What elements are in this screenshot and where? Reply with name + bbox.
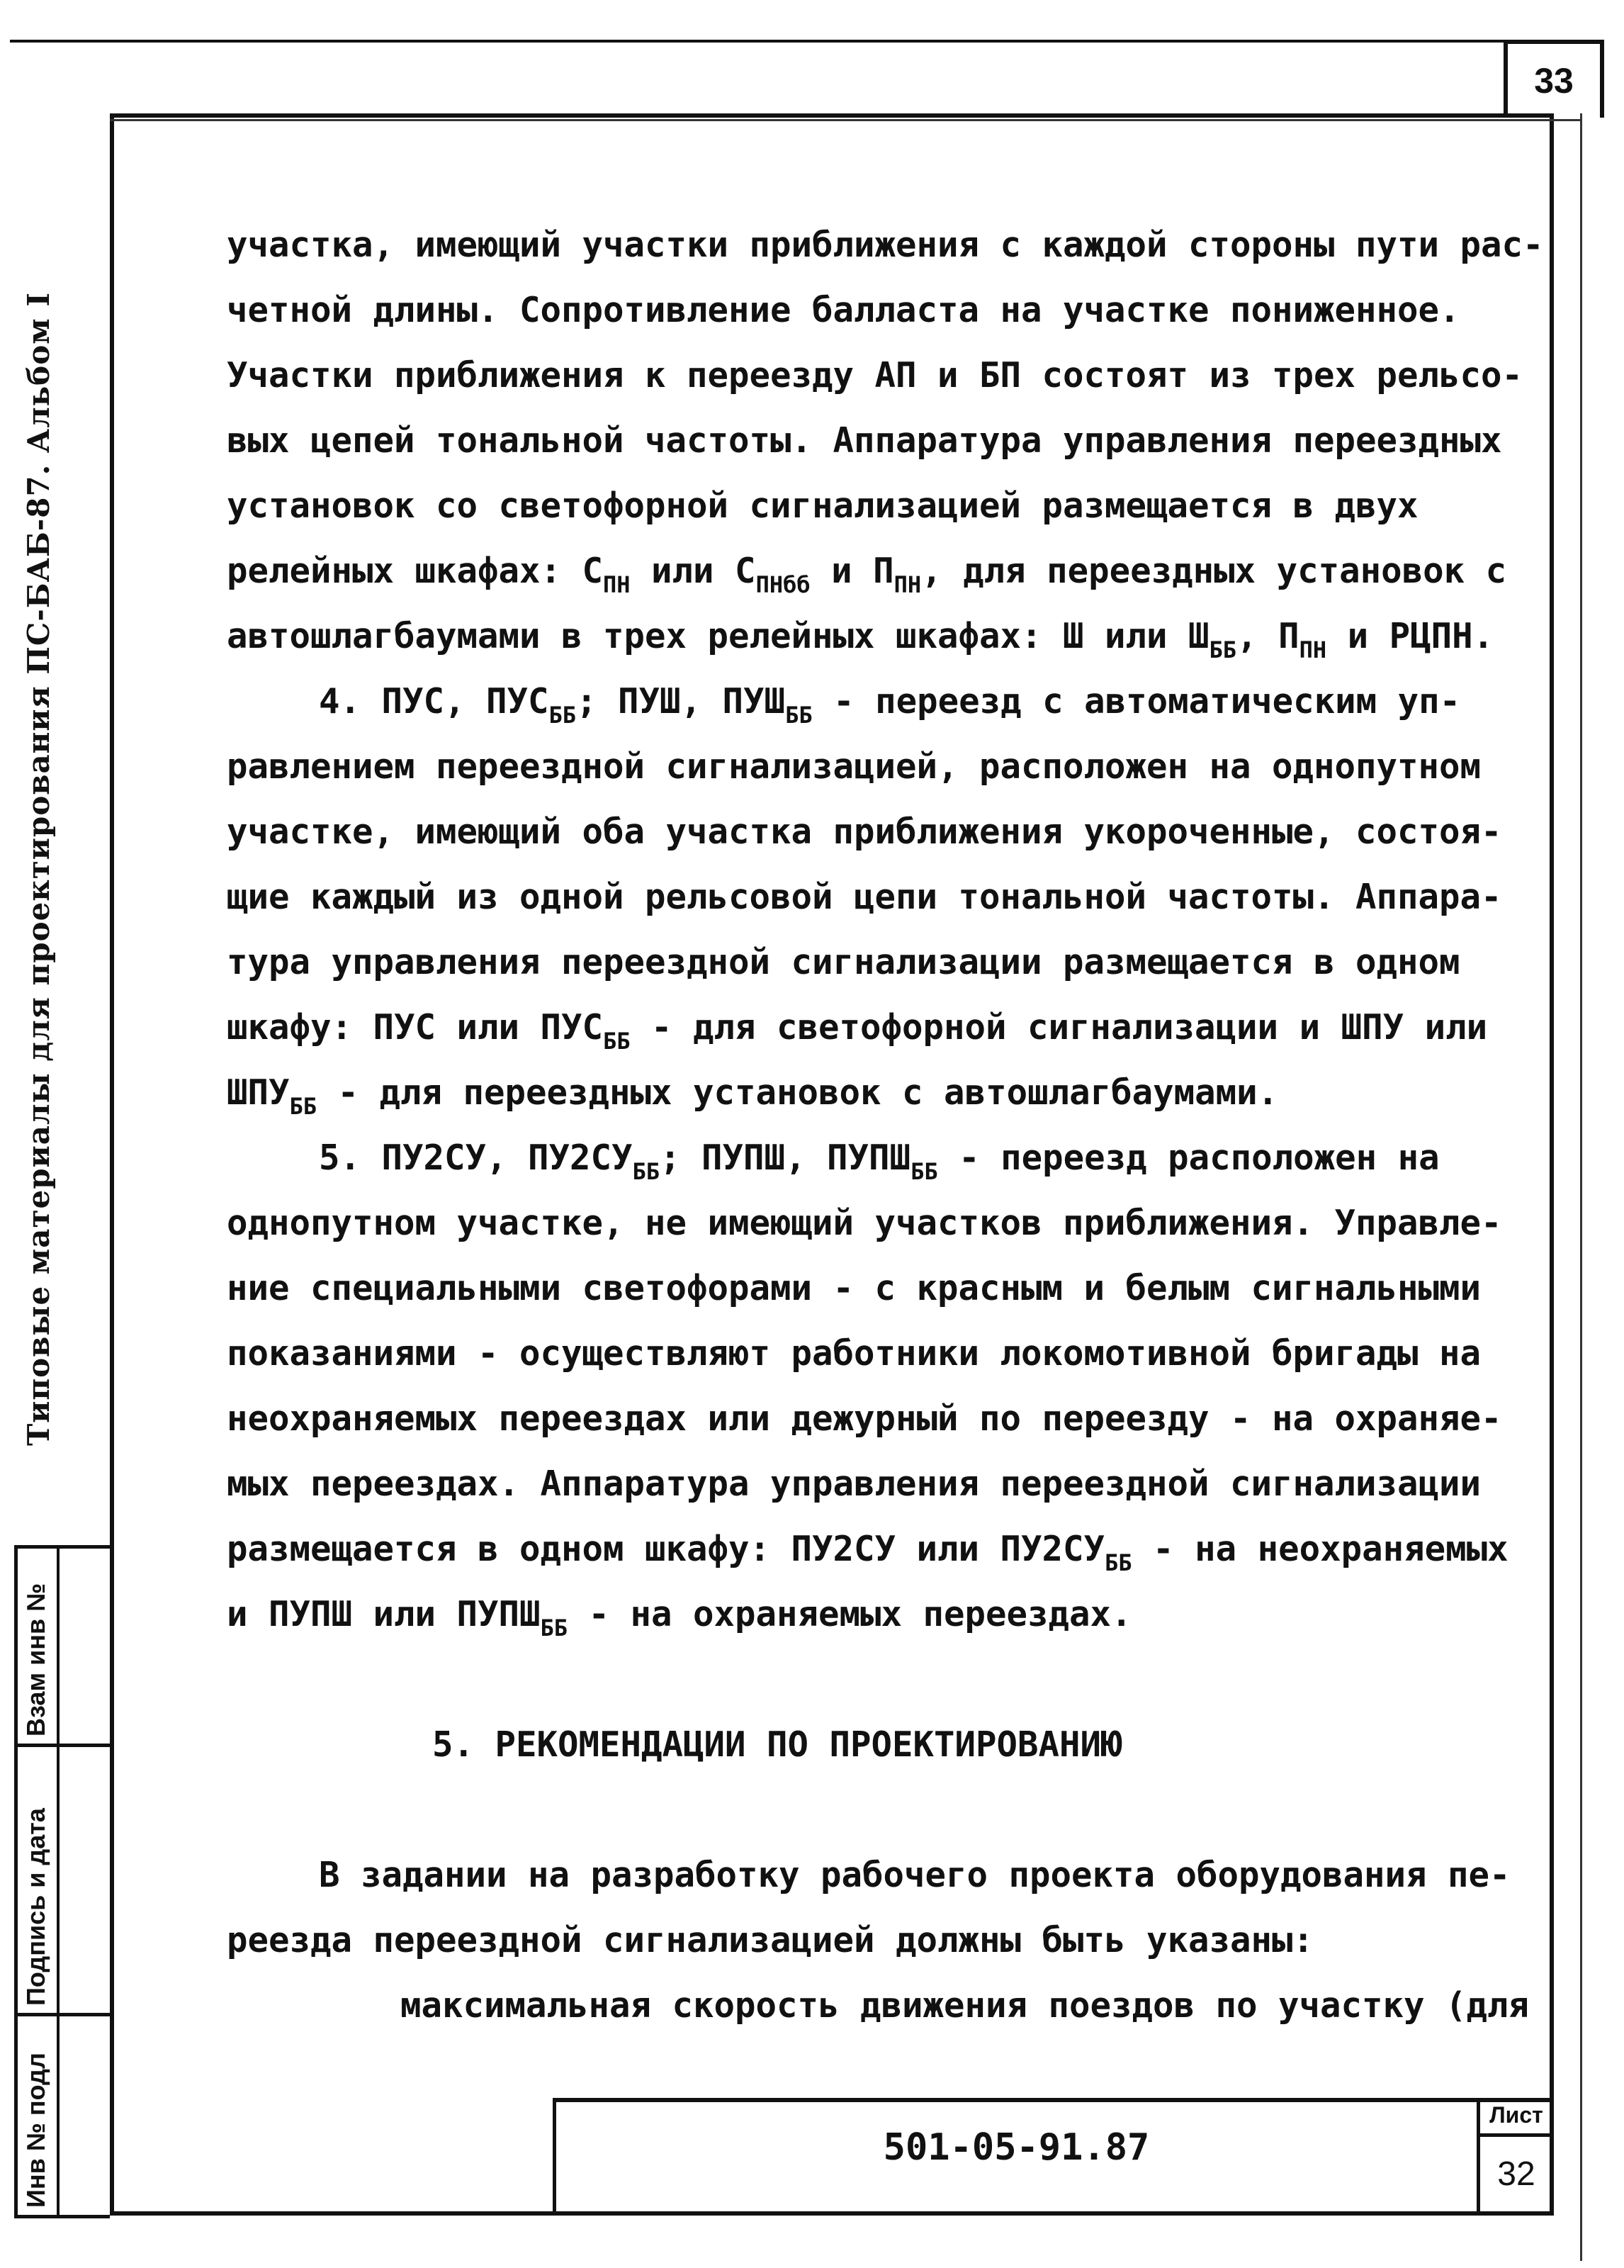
text-line: 5. ПУ2СУ, $ПУ2СУ_{ББ}$; ПУПШ, $ПУПШ_{ББ}$ - переезд расположен на <box>319 1138 1440 1185</box>
text-line: четной длины. Сопротивление балласта на участке пониженное. <box>227 290 1460 330</box>
text-line: равлением переездной сигнализацией, расположен на однопутном <box>227 746 1482 787</box>
title-block-border <box>1477 2098 1480 2216</box>
stamp-signature-label: Подпись и дата <box>21 1808 50 2006</box>
sheet-number: 32 <box>1497 2155 1535 2193</box>
text-line: показаниями - осуществляют работники локомотивной бригады на <box>227 1333 1482 1374</box>
top-rule <box>10 40 1508 43</box>
text-line: $ШПУ_{ББ}$ - для переездных установок с автошлагбаумами. <box>227 1072 1279 1120</box>
document-body <box>227 213 1544 2038</box>
text-line: размещается в одном шкафу: ПУ2СУ или $ПУ2СУ_{ББ}$ - на неохраняемых <box>227 1529 1509 1576</box>
text-line: релейных шкафах: $С_{ПН}$ или $С_{ПНбб}$ и $П_{ПН}$, для переездных установок с <box>227 551 1507 598</box>
text-line: установок со светофорной сигнализацией размещается в двух <box>227 485 1419 526</box>
page-number: 33 <box>1504 40 1604 118</box>
text-line: щие каждый из одной рельсовой цепи тональной частоты. Аппара- <box>227 877 1502 917</box>
text-line: и ПУПШ или $ПУПШ_{ББ}$ - на охраняемых переездах. <box>227 1594 1132 1641</box>
text-line: максимальная скорость движения поездов по участку (для <box>400 1985 1530 2026</box>
text-line: неохраняемых переездах или дежурный по переезду - на охраняе- <box>227 1398 1502 1439</box>
title-block-border <box>553 2098 1554 2102</box>
text-line: В задании на разработку рабочего проекта оборудования пе- <box>319 1855 1511 1895</box>
text-line: тура управления переездной сигнализации размещается в одном <box>227 942 1460 982</box>
text-line: шкафу: ПУС или $ПУС_{ББ}$ - для светофорной сигнализации и ШПУ или <box>227 1007 1488 1055</box>
album-side-title: Типовые материалы для проектирования ПС-БАБ-87. Альбом I <box>21 292 56 1446</box>
text-line: реезда переездной сигнализацией должны быть указаны: <box>227 1920 1314 1960</box>
sheet-label: Лист <box>1489 2102 1543 2128</box>
stamp-divider <box>14 1744 110 1747</box>
text-line: участка, имеющий участки приближения с каждой стороны пути рас- <box>227 225 1544 265</box>
text-line: вых цепей тональной частоты. Аппаратура управления переездных <box>227 420 1502 461</box>
text-line: ние специальными светофорами - с красным и белым сигнальными <box>227 1268 1482 1308</box>
text-line: 4. ПУС, $ПУС_{ББ}$; ПУШ, $ПУШ_{ББ}$ - переезд с автоматическим уп- <box>319 681 1461 729</box>
text-line: Участки приближения к переезду АП и БП состоят из трех рельсо- <box>227 355 1523 395</box>
stamp-replace-label: Взам инв № <box>21 1583 50 1736</box>
text-line: участке, имеющий оба участка приближения укороченные, состоя- <box>227 812 1502 852</box>
text-line: мых переездах. Аппаратура управления переездной сигнализации <box>227 1464 1482 1504</box>
stamp-divider <box>57 1545 60 2218</box>
section-heading: 5. РЕКОМЕНДАЦИИ ПО ПРОЕКТИРОВАНИЮ <box>432 1724 1122 1765</box>
text-line: однопутном участке, не имеющий участков приближения. Управле- <box>227 1203 1502 1243</box>
text-line: автошлагбаумами в трех релейных шкафах: Ш или $Ш_{ББ}$, $П_{ПН}$ и РЦПН. <box>227 616 1494 663</box>
document-code: 501-05-91.87 <box>883 2126 1150 2169</box>
frame-top-line <box>110 119 1580 121</box>
stamp-inv-label: Инв № подл <box>21 2053 50 2208</box>
stamp-divider <box>14 2013 110 2016</box>
frame-outer-line <box>1580 113 1582 2261</box>
title-block-border <box>1477 2133 1554 2137</box>
